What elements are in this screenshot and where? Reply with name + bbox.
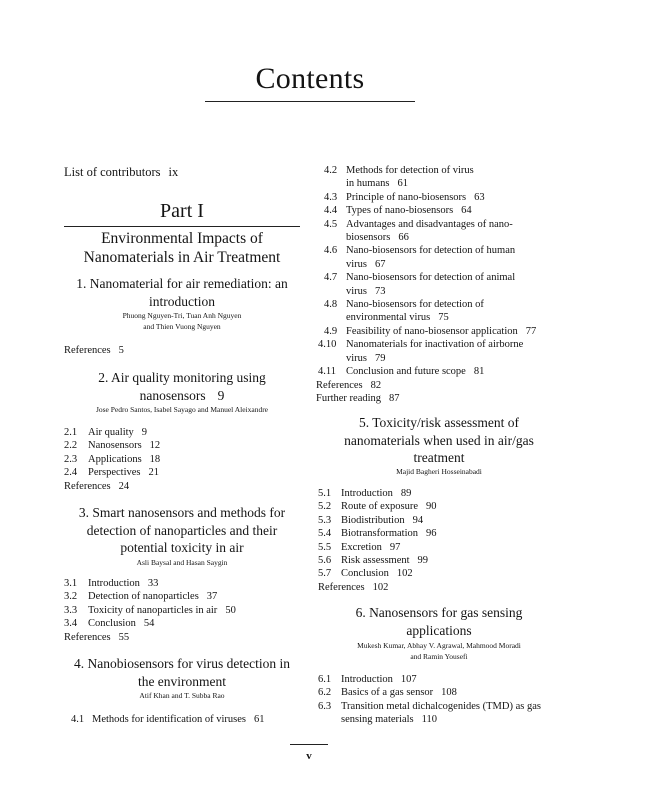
chapter-3-title-line2: detection of nanoparticles and their — [86, 522, 278, 538]
page-title: Contents — [255, 62, 365, 95]
section-title-line1: Nano-biosensors for detection of animal — [346, 272, 516, 284]
section-page: 63 — [474, 191, 485, 203]
section-number: 4.11 — [318, 366, 336, 378]
references-page: 82 — [370, 379, 382, 391]
references-label: References — [316, 379, 363, 391]
section-title-line2: biosensors — [346, 232, 391, 244]
section-number: 2.3 — [64, 453, 78, 465]
section-page: 54 — [143, 618, 155, 630]
chapter-2-references[interactable] — [64, 480, 300, 493]
toc-entry[interactable] — [316, 325, 562, 338]
references-label: References — [64, 345, 111, 356]
page-number: v — [306, 750, 312, 762]
section-number: 4.10 — [318, 339, 337, 351]
section-page: 110 — [421, 714, 437, 726]
section-page: 67 — [375, 258, 386, 270]
further-reading-page: 87 — [389, 392, 400, 404]
section-number: 4.6 — [324, 245, 338, 257]
section-title-line1: Methods for detection of virus — [346, 165, 474, 176]
section-title: Toxicity of nanoparticles in air — [88, 604, 218, 616]
section-page: 102 — [396, 568, 413, 580]
chapter-1-authors-line1: Phuong Nguyen-Tri, Tuan Anh Nguyen — [122, 311, 242, 320]
section-page: 97 — [389, 541, 401, 553]
section-number: 3.1 — [64, 578, 78, 589]
chapter-2-authors-line1: Jose Pedro Santos, Isabel Sayago and Manuel Aleixandre — [95, 405, 269, 414]
section-number: 5.7 — [318, 568, 332, 580]
section-number: 5.1 — [318, 488, 332, 499]
toc-entry[interactable] — [316, 164, 562, 191]
chapter-4-sections-left — [71, 713, 301, 726]
chapter-6-authors-line1: Mukesh Kumar, Abhay V. Agrawal, Mahmood Moradi — [357, 641, 521, 650]
chapter-4-sections-right — [316, 164, 562, 405]
toc-entry[interactable] — [316, 191, 562, 204]
section-title: Feasibility of nano-biosensor application — [346, 325, 518, 337]
toc-entry[interactable] — [64, 453, 300, 466]
toc-entry[interactable] — [318, 686, 562, 699]
section-page: 79 — [375, 352, 386, 364]
section-page: 75 — [438, 312, 449, 324]
chapter-6-sections — [318, 673, 562, 727]
chapter-5-title[interactable] — [316, 414, 562, 467]
section-number: 4.1 — [71, 714, 85, 725]
chapter-1-title[interactable] — [64, 275, 300, 310]
toc-entry[interactable] — [64, 466, 300, 479]
chapter-4-references[interactable] — [316, 379, 562, 392]
toc-entry[interactable] — [316, 298, 562, 325]
references-page: 24 — [118, 480, 130, 492]
part-rule — [64, 226, 300, 227]
chapter-1-title-line2: introduction — [149, 293, 215, 309]
chapter-3-references[interactable] — [64, 631, 300, 644]
page-number-rule — [290, 744, 328, 745]
chapter-3-authors — [64, 557, 300, 568]
section-title-line2: environmental virus — [346, 312, 431, 324]
chapter-6-title-line1: 6. Nanosensors for gas sensing — [355, 605, 523, 620]
section-number: 4.7 — [324, 272, 338, 284]
chapter-1-authors-line2: and Thien Vuong Nguyen — [143, 322, 221, 331]
section-page: 18 — [149, 453, 161, 465]
section-number: 4.8 — [324, 299, 338, 311]
chapter-5-authors — [316, 466, 562, 477]
section-number: 6.1 — [318, 674, 332, 685]
toc-contributors[interactable] — [64, 165, 178, 180]
contributors-page: ix — [168, 165, 179, 179]
section-number: 5.6 — [318, 555, 332, 567]
chapter-4-title-line1: 4. Nanobiosensors for virus detection in — [74, 656, 290, 671]
section-number: 4.9 — [324, 325, 338, 337]
chapter-3-title[interactable] — [64, 504, 300, 557]
toc-entry[interactable] — [318, 527, 562, 540]
section-title-line1: Transition metal dichalcogenides (TMD) as gas — [341, 700, 541, 712]
section-number: 2.4 — [64, 467, 78, 479]
section-page: 90 — [425, 501, 437, 513]
chapter-5-title-line3: treatment — [413, 450, 465, 465]
chapter-1-title-line1: 1. Nanomaterial for air remediation: an — [76, 276, 288, 291]
section-page: 61 — [397, 178, 408, 190]
part-subtitle-line2: Nanomaterials in Air Treatment — [83, 249, 281, 266]
section-number: 3.2 — [64, 591, 78, 603]
section-title-line2: in humans — [346, 178, 390, 190]
section-page: 81 — [473, 366, 485, 378]
section-page: 12 — [149, 440, 161, 452]
section-title: Nanosensors — [88, 440, 142, 452]
toc-entry[interactable] — [64, 604, 300, 617]
chapter-4-title-line2: the environment — [137, 673, 227, 689]
section-title: Applications — [88, 453, 142, 465]
contributors-label: List of contributors — [64, 165, 161, 179]
section-page: 33 — [147, 578, 159, 589]
section-number: 6.3 — [318, 700, 332, 712]
section-title-line2: virus — [346, 285, 367, 297]
section-title: Detection of nanoparticles — [88, 591, 199, 603]
section-page: 77 — [525, 325, 537, 337]
chapter-3-title-line3: potential toxicity in air — [120, 540, 244, 555]
section-number: 2.2 — [64, 440, 78, 452]
section-page: 21 — [148, 467, 159, 479]
section-title-line1: Advantages and disadvantages of nano- — [346, 218, 513, 230]
chapter-5-authors-line1: Majid Bagheri Hosseinabadi — [396, 467, 482, 476]
chapter-3-title-line1: 3. Smart nanosensors and methods for — [78, 505, 286, 520]
chapter-3-sections — [64, 577, 300, 644]
toc-entry[interactable] — [316, 365, 562, 378]
section-title: Conclusion — [88, 618, 136, 630]
section-title: Route of exposure — [341, 501, 418, 513]
chapter-5-sections — [318, 487, 562, 594]
section-page: 66 — [398, 232, 409, 244]
toc-entry[interactable] — [316, 204, 562, 217]
section-page: 37 — [206, 591, 218, 603]
chapter-2-sections — [64, 426, 300, 493]
toc-entry[interactable] — [64, 617, 300, 630]
further-reading-label: Further reading — [316, 392, 382, 404]
section-title: Risk assessment — [341, 555, 410, 567]
section-page: 61 — [253, 714, 265, 725]
toc-entry[interactable] — [318, 514, 562, 527]
section-number: 3.4 — [64, 618, 78, 630]
chapter-2-title-line2: nanosensors — [139, 387, 206, 403]
section-page: 50 — [225, 604, 236, 616]
section-title: Principle of nano-biosensors — [346, 191, 467, 203]
section-title: Basics of a gas sensor — [341, 687, 434, 699]
section-title: Introduction — [88, 578, 140, 589]
toc-entry[interactable] — [318, 673, 562, 686]
part-title: Part I — [160, 200, 204, 222]
toc-entry[interactable] — [71, 713, 301, 726]
section-number: 4.2 — [324, 165, 338, 176]
toc-entry[interactable] — [316, 218, 562, 245]
section-page: 9 — [141, 427, 148, 438]
toc-entry[interactable] — [316, 271, 562, 298]
section-title: Types of nano-biosensors — [346, 205, 454, 217]
chapter-4-further-reading[interactable] — [316, 392, 562, 405]
chapter-3-authors-line1: Asli Baysal and Hasan Saygin — [136, 558, 228, 567]
part-subtitle — [64, 229, 300, 267]
toc-entry[interactable] — [64, 577, 300, 590]
section-title-line2: virus — [346, 258, 367, 270]
section-title: Air quality — [88, 427, 134, 438]
references-page: 102 — [372, 581, 389, 593]
section-title: Introduction — [341, 674, 393, 685]
section-number: 3.3 — [64, 604, 78, 616]
toc-entry[interactable] — [318, 554, 562, 567]
section-title: Excretion — [341, 541, 382, 553]
toc-entry[interactable] — [316, 338, 562, 365]
section-page: 96 — [426, 528, 437, 540]
section-title: Biotransformation — [341, 528, 418, 540]
section-page: 94 — [412, 514, 424, 526]
references-label: References — [64, 480, 111, 492]
toc-entry[interactable] — [318, 700, 562, 727]
section-number: 5.3 — [318, 514, 332, 526]
chapter-1-authors — [64, 310, 300, 332]
section-number: 4.4 — [324, 205, 338, 217]
section-title: Introduction — [341, 488, 393, 499]
toc-entry[interactable] — [318, 567, 562, 580]
chapter-6-title-line2: applications — [406, 622, 472, 638]
references-page: 55 — [118, 631, 130, 643]
section-title: Methods for identification of viruses — [92, 714, 246, 725]
title-rule — [205, 101, 415, 102]
chapter-6-title[interactable] — [316, 604, 562, 639]
section-title-line2: sensing materials — [341, 714, 414, 726]
chapter-4-authors-line1: Atif Khan and T. Subba Rao — [139, 691, 225, 700]
chapter-2-title[interactable] — [64, 369, 300, 404]
chapter-2-title-line1: 2. Air quality monitoring using — [98, 370, 266, 385]
section-page: 107 — [400, 674, 417, 685]
toc-entry[interactable] — [318, 541, 562, 554]
chapter-4-title[interactable] — [64, 655, 300, 690]
toc-entry[interactable] — [64, 439, 300, 452]
chapter-5-title-line1: 5. Toxicity/risk assessment of — [358, 415, 520, 430]
section-number: 5.2 — [318, 501, 332, 513]
section-number: 6.2 — [318, 687, 332, 699]
section-number: 5.5 — [318, 541, 332, 553]
section-number: 5.4 — [318, 528, 332, 540]
toc-entry[interactable] — [318, 500, 562, 513]
toc-entry[interactable] — [318, 487, 562, 500]
section-title-line1: Nanomaterials for inactivation of airborne — [346, 339, 524, 351]
references-page: 5 — [118, 345, 124, 356]
section-page: 108 — [441, 687, 457, 699]
chapter-6-authors — [316, 640, 562, 662]
section-title: Biodistribution — [341, 514, 405, 526]
toc-entry[interactable] — [316, 244, 562, 271]
toc-entry[interactable] — [64, 426, 300, 439]
section-title-line1: Nano-biosensors for detection of — [346, 299, 484, 311]
section-page: 73 — [375, 285, 386, 297]
section-title: Conclusion and future scope — [346, 366, 466, 378]
section-title: Perspectives — [88, 467, 141, 479]
references-label: References — [64, 631, 111, 643]
part-subtitle-line1: Environmental Impacts of — [101, 230, 263, 247]
section-page: 89 — [400, 488, 412, 499]
section-number: 4.3 — [324, 191, 338, 203]
section-page: 64 — [461, 205, 472, 217]
toc-entry[interactable] — [64, 590, 300, 603]
chapter-1-references[interactable] — [64, 344, 124, 357]
section-number: 4.5 — [324, 218, 338, 230]
chapter-4-authors — [64, 690, 300, 701]
chapter-5-title-line2: nanomaterials when used in air/gas — [344, 432, 534, 448]
section-number: 2.1 — [64, 427, 78, 438]
section-page: 99 — [417, 555, 429, 567]
references-label: References — [318, 581, 365, 593]
section-title-line1: Nano-biosensors for detection of human — [346, 245, 516, 257]
chapter-5-references[interactable] — [318, 581, 562, 594]
chapter-6-authors-line2: and Ramin Yousefi — [410, 652, 468, 661]
chapter-2-authors — [64, 404, 300, 415]
section-title-line2: virus — [346, 352, 367, 364]
section-title: Conclusion — [341, 568, 389, 580]
chapter-2-title-page: 9 — [217, 387, 225, 403]
